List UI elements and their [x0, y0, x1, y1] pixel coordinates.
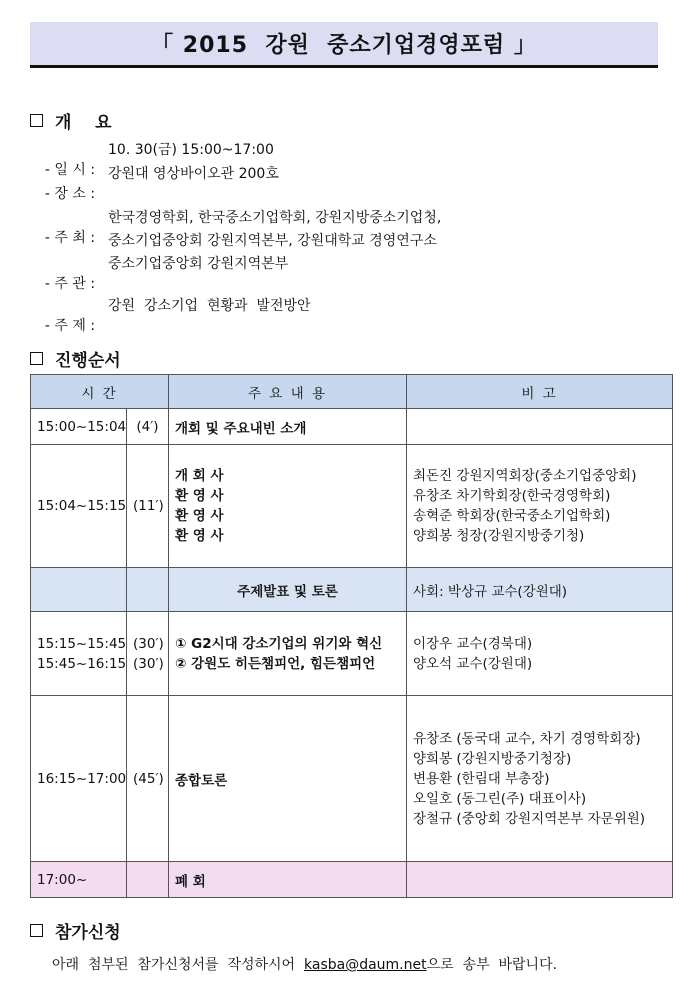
row-content	[169, 445, 407, 568]
table-row	[31, 445, 673, 568]
row-note	[407, 409, 673, 445]
row-duration: (4′)	[127, 409, 169, 445]
header-time: 시 간	[31, 375, 169, 409]
row-note	[407, 612, 673, 696]
duration: (30′)	[133, 635, 164, 652]
item-value: 강원 강소기업 현황과 발전방안	[108, 298, 311, 314]
row-note	[407, 862, 673, 898]
schedule-heading-label: 진행순서	[55, 351, 121, 371]
row-duration	[127, 568, 169, 612]
item-key: - 일 시 :	[44, 162, 96, 178]
schedule-heading	[30, 346, 121, 371]
row-duration: (11′)	[127, 445, 169, 568]
time-slot: 15:45~16:15	[37, 655, 127, 672]
item-value: 중소기업중앙회 강원지역본부	[108, 256, 289, 272]
speaker-note: 최돈진 강원지역회장(중소기업중앙회)	[413, 468, 637, 484]
role-label: 환 영 사	[175, 488, 224, 504]
row-duration	[127, 862, 169, 898]
table-row	[31, 409, 673, 445]
overview-heading	[30, 108, 112, 133]
row-time: 15:04~15:15	[31, 445, 127, 568]
item-value: 10. 30(금) 15:00~17:00	[108, 142, 274, 158]
table-row	[31, 612, 673, 696]
row-duration: (45′)	[127, 696, 169, 862]
role-label: 개 회 사	[175, 468, 224, 484]
table-row	[31, 862, 673, 898]
item-key: - 장 소 :	[44, 186, 96, 202]
role-label: 환 영 사	[175, 508, 224, 524]
topic: ② 강원도 히든챔피언, 힘든챔피언	[175, 655, 376, 672]
role-label: 환 영 사	[175, 528, 224, 544]
speaker-note: 유창조 차기학회장(한국경영학회)	[413, 488, 611, 504]
row-content: 폐 회	[169, 862, 407, 898]
header-note: 비 고	[407, 375, 673, 409]
document-title-bar	[30, 22, 658, 68]
panelist: 유창조 (동국대 교수, 차기 경영학회장)	[413, 730, 641, 747]
checkbox-icon	[30, 924, 43, 937]
row-note: 사회: 박상규 교수(강원대)	[407, 568, 673, 612]
speaker-note: 송혁준 학회장(한국중소기업학회)	[413, 508, 611, 524]
overview-host-line2: 중소기업중앙회 강원지역본부, 강원대학교 경영연구소	[108, 233, 437, 249]
table-header-row	[31, 375, 673, 409]
row-time: 15:00~15:04	[31, 409, 127, 445]
registration-heading-label: 참가신청	[55, 923, 121, 943]
row-content: 주제발표 및 토론	[169, 568, 407, 612]
row-note	[407, 696, 673, 862]
presenter: 이장우 교수(경북대)	[413, 635, 533, 652]
row-time: 17:00~	[31, 862, 127, 898]
item-key: - 주 최 :	[44, 230, 96, 246]
registration-heading	[30, 918, 121, 943]
duration: (30′)	[133, 655, 164, 672]
checkbox-icon	[30, 114, 43, 127]
topic: ① G2시대 강소기업의 위기와 혁신	[175, 635, 383, 652]
row-time: 16:15~17:00	[31, 696, 127, 862]
table-row	[31, 696, 673, 862]
item-key: - 주 제 :	[44, 318, 96, 334]
panelist: 장철규 (중앙회 강원지역본부 자문위원)	[413, 810, 646, 827]
item-value: 한국경영학회, 한국중소기업학회, 강원지방중소기업청,	[108, 210, 442, 226]
checkbox-icon	[30, 352, 43, 365]
panelist: 양희봉 (강원지방중기청장)	[413, 750, 572, 767]
row-time	[31, 568, 127, 612]
schedule-table	[30, 374, 673, 898]
row-content: 개회 및 주요내빈 소개	[169, 409, 407, 445]
row-content	[169, 612, 407, 696]
panelist: 변용환 (한림대 부총장)	[413, 770, 550, 787]
row-note	[407, 445, 673, 568]
overview-item-topic	[36, 296, 311, 336]
document-title: 「 2015 강원 중소기업경영포럼 」	[151, 33, 537, 58]
time-slot: 15:15~15:45	[37, 635, 127, 652]
item-key: - 주 관 :	[44, 276, 96, 292]
overview-heading-label: 개 요	[55, 113, 112, 133]
presenter: 양오석 교수(강원대)	[413, 655, 533, 672]
registration-text	[52, 954, 557, 974]
row-time	[31, 612, 127, 696]
row-duration	[127, 612, 169, 696]
item-value: 강원대 영상바이오관 200호	[108, 166, 279, 182]
registration-text-after: 으로 송부 바랍니다.	[426, 957, 558, 973]
overview-item-organizer	[36, 254, 289, 294]
row-content: 종합토론	[169, 696, 407, 862]
table-row	[31, 568, 673, 612]
email-link[interactable]: kasba@daum.net	[304, 957, 427, 973]
panelist: 오일호 (동그린(주) 대표이사)	[413, 790, 587, 807]
registration-text-before: 아래 첨부된 참가신청서를 작성하시어	[52, 957, 304, 973]
header-content: 주 요 내 용	[169, 375, 407, 409]
speaker-note: 양희봉 청장(강원지방중기청)	[413, 528, 585, 544]
overview-item-venue	[36, 164, 279, 204]
